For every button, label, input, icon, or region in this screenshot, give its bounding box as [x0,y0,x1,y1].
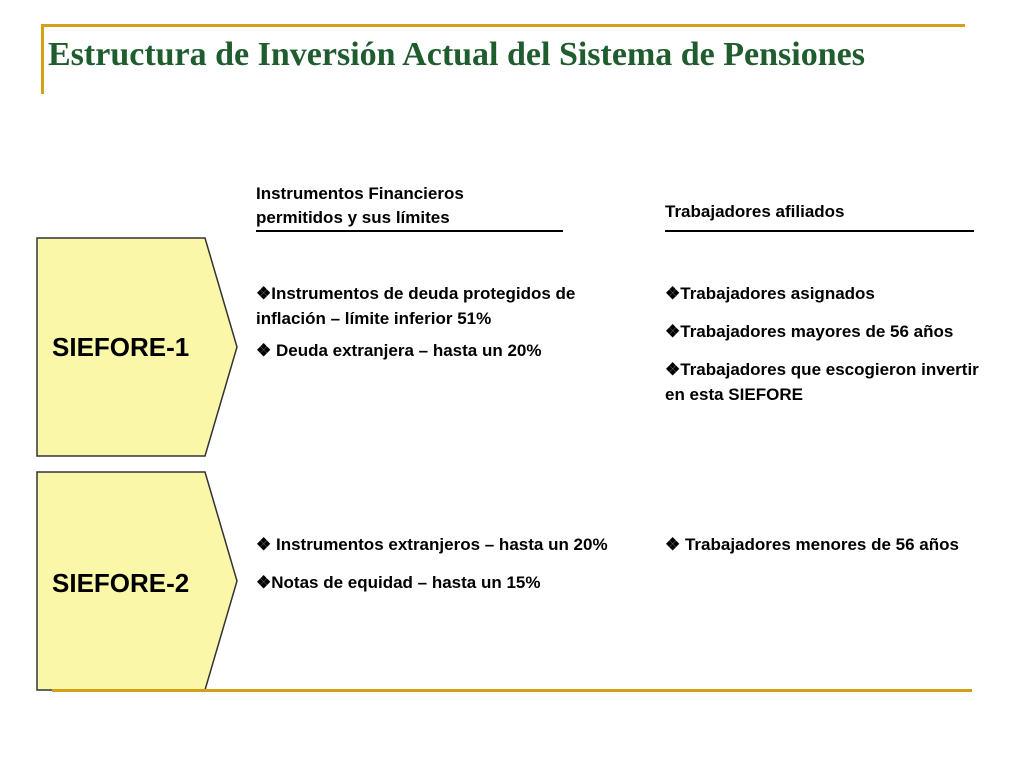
list-item: ❖ Instrumentos extranjeros – hasta un 20% [256,535,608,554]
list-item: ❖Notas de equidad – hasta un 15% [256,573,541,592]
instruments-header-underline [256,230,563,232]
workers-column-header: Trabajadores afiliados [665,202,845,221]
siefore-2-chevron [30,466,245,696]
workers-header-underline [665,230,974,232]
list-item: ❖Trabajadores mayores de 56 años [665,322,954,341]
siefore-2-workers-list [665,532,995,570]
diamond-bullet-icon: ❖ [256,535,272,554]
diamond-bullet-icon: ❖ [256,284,272,303]
slide-title: Estructura de Inversión Actual del Sistema de Pensiones [48,36,865,73]
bottom-accent-line [52,689,972,692]
siefore-1-workers-list [665,281,995,420]
instruments-column-header: Instrumentos Financieros permitidos y sus límites [256,184,464,227]
siefore-1-instruments-list [256,281,636,376]
siefore-1-chevron [30,232,245,462]
diamond-bullet-icon: ❖ [256,573,272,592]
title-accent-horizontal-line [41,24,965,27]
diamond-bullet-icon: ❖ [665,535,681,554]
diamond-bullet-icon: ❖ [665,284,681,303]
list-item: ❖Instrumentos de deuda protegidos de inflación – límite inferior 51% [256,284,576,328]
list-item: ❖ Deuda extranjera – hasta un 20% [256,341,542,360]
list-item: ❖Trabajadores asignados [665,284,875,303]
siefore-2-label: SIEFORE-2 [52,568,190,598]
list-item: ❖ Trabajadores menores de 56 años [665,535,959,554]
diamond-bullet-icon: ❖ [256,341,272,360]
title-accent-vertical-line [41,24,44,94]
diamond-bullet-icon: ❖ [665,360,681,379]
siefore-2-instruments-list [256,532,636,608]
diamond-bullet-icon: ❖ [665,322,681,341]
siefore-1-label: SIEFORE-1 [52,332,190,362]
list-item: ❖Trabajadores que escogieron invertir en esta SIEFORE [665,360,979,404]
